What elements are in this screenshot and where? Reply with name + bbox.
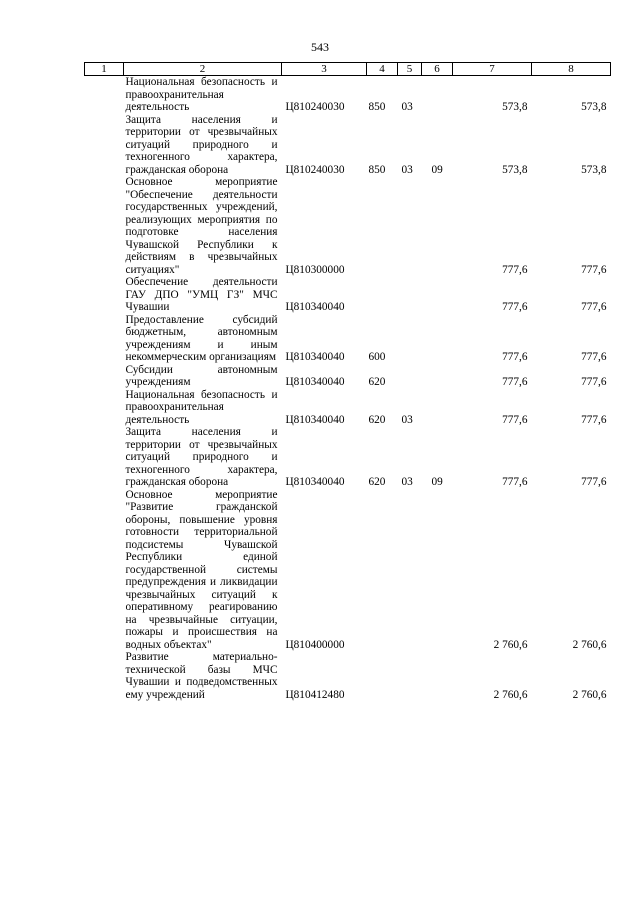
row-col-5 xyxy=(398,176,422,276)
row-code: Ц810340040 xyxy=(285,413,345,426)
header-col-2: 2 xyxy=(124,63,282,76)
row-name: Субсидии автономным учреждениям xyxy=(125,363,278,388)
row-col-4 xyxy=(367,176,398,276)
row-col-5 xyxy=(398,489,422,652)
row-code: Ц810240030 xyxy=(285,101,345,113)
table-row xyxy=(85,114,611,177)
row-value-7: 777,6 xyxy=(502,376,528,388)
row-col-6 xyxy=(422,176,453,276)
row-col-6: 09 xyxy=(431,163,443,176)
row-value-7: 777,6 xyxy=(502,413,528,426)
table-row xyxy=(85,489,611,652)
table-row xyxy=(85,389,611,427)
row-value-8: 777,6 xyxy=(581,301,607,313)
table-row xyxy=(85,276,611,314)
row-value-8: 777,6 xyxy=(581,476,607,488)
row-name: Национальная безопасность и правоохранительная деятельность xyxy=(125,388,278,426)
table-row xyxy=(85,176,611,276)
row-col-4: 850 xyxy=(368,101,386,113)
row-value-8: 2 760,6 xyxy=(572,638,607,651)
header-col-3: 3 xyxy=(282,63,367,76)
row-col-4 xyxy=(367,651,398,701)
row-value-8: 777,6 xyxy=(581,351,607,363)
row-col-5 xyxy=(398,314,422,364)
row-col-4: 600 xyxy=(368,351,386,363)
row-col-5: 03 xyxy=(401,413,413,426)
row-value-7: 573,8 xyxy=(502,163,528,176)
table-row xyxy=(85,76,611,114)
row-col-4 xyxy=(367,489,398,652)
table-row xyxy=(85,426,611,489)
row-name: Основное мероприятие "Обеспечение деятельности государственных учреждений, реализующих мероприятия по подготовке населения Чувашской Республики к действиям в чрезвычайных ситуациях" xyxy=(125,176,278,276)
header-col-8: 8 xyxy=(532,63,611,76)
table-row xyxy=(85,364,611,389)
header-col-4: 4 xyxy=(367,63,398,76)
row-col-4: 620 xyxy=(368,476,386,488)
row-value-7: 777,6 xyxy=(502,263,528,276)
row-code: Ц810400000 xyxy=(285,638,345,651)
row-value-8: 573,8 xyxy=(581,163,607,176)
row-name: Защита населения и территории от чрезвычайных ситуаций природного и техногенного характера, гражданская оборона xyxy=(125,426,278,488)
header-col-6: 6 xyxy=(422,63,453,76)
row-col-6 xyxy=(422,364,453,389)
row-code: Ц810340040 xyxy=(285,351,345,363)
row-name: Обеспечение деятельности ГАУ ДПО "УМЦ ГЗ" МЧС Чувашии xyxy=(125,276,278,313)
row-name: Основное мероприятие "Развитие гражданской обороны, повышение уровня готовности территориальной подсистемы Чувашской Республики единой государственной системы предупреждения и ликвидации чрезвычайных ситуаций к оперативному реагированию на чрезвычайные ситуации, пожары и происшествия на водных объектах" xyxy=(125,488,278,651)
row-value-7: 573,8 xyxy=(502,101,528,113)
row-name: Предоставление субсидий бюджетным, автономным учреждениям и иным некоммерческим организациям xyxy=(125,313,278,363)
row-value-8: 2 760,6 xyxy=(572,688,607,701)
row-code: Ц810340040 xyxy=(285,376,345,388)
row-value-8: 777,6 xyxy=(581,413,607,426)
row-value-8: 777,6 xyxy=(581,376,607,388)
row-col-4 xyxy=(367,276,398,314)
row-value-7: 777,6 xyxy=(502,301,528,313)
row-col-6 xyxy=(422,489,453,652)
row-col-5: 03 xyxy=(401,476,413,488)
header-row xyxy=(85,63,611,76)
table-row xyxy=(85,314,611,364)
row-value-7: 2 760,6 xyxy=(493,638,528,651)
header-col-7: 7 xyxy=(453,63,532,76)
row-col-4: 620 xyxy=(368,413,386,426)
row-value-7: 777,6 xyxy=(502,476,528,488)
row-col-4: 620 xyxy=(368,376,386,388)
row-col-6 xyxy=(422,651,453,701)
row-col-6: 09 xyxy=(431,476,443,488)
row-col-6 xyxy=(422,389,453,427)
row-code: Ц810240030 xyxy=(285,163,345,176)
row-col-6 xyxy=(422,76,453,114)
row-col-5 xyxy=(398,364,422,389)
row-value-8: 777,6 xyxy=(581,263,607,276)
row-value-8: 573,8 xyxy=(581,101,607,113)
row-name: Защита населения и территории от чрезвычайных ситуаций природного и техногенного характера, гражданская оборона xyxy=(125,113,278,176)
row-col-4: 850 xyxy=(368,163,386,176)
page-number: 543 xyxy=(311,40,329,54)
row-col-6 xyxy=(422,276,453,314)
row-col-5: 03 xyxy=(401,101,413,113)
row-col-5 xyxy=(398,651,422,701)
header-col-1: 1 xyxy=(85,63,124,76)
row-code: Ц810340040 xyxy=(285,301,345,313)
row-code: Ц810300000 xyxy=(285,263,345,276)
row-col-5 xyxy=(398,276,422,314)
row-name: Развитие материально-технической базы МЧС Чувашии и подведомственных ему учреждений xyxy=(125,651,278,701)
table-row xyxy=(85,651,611,701)
row-col-5: 03 xyxy=(401,163,413,176)
row-value-7: 2 760,6 xyxy=(493,688,528,701)
row-value-7: 777,6 xyxy=(502,351,528,363)
row-code: Ц810340040 xyxy=(285,476,345,488)
budget-table xyxy=(84,62,611,701)
row-code: Ц810412480 xyxy=(285,688,345,701)
header-col-5: 5 xyxy=(398,63,422,76)
row-col-6 xyxy=(422,314,453,364)
row-name: Национальная безопасность и правоохранительная деятельность xyxy=(125,76,278,113)
